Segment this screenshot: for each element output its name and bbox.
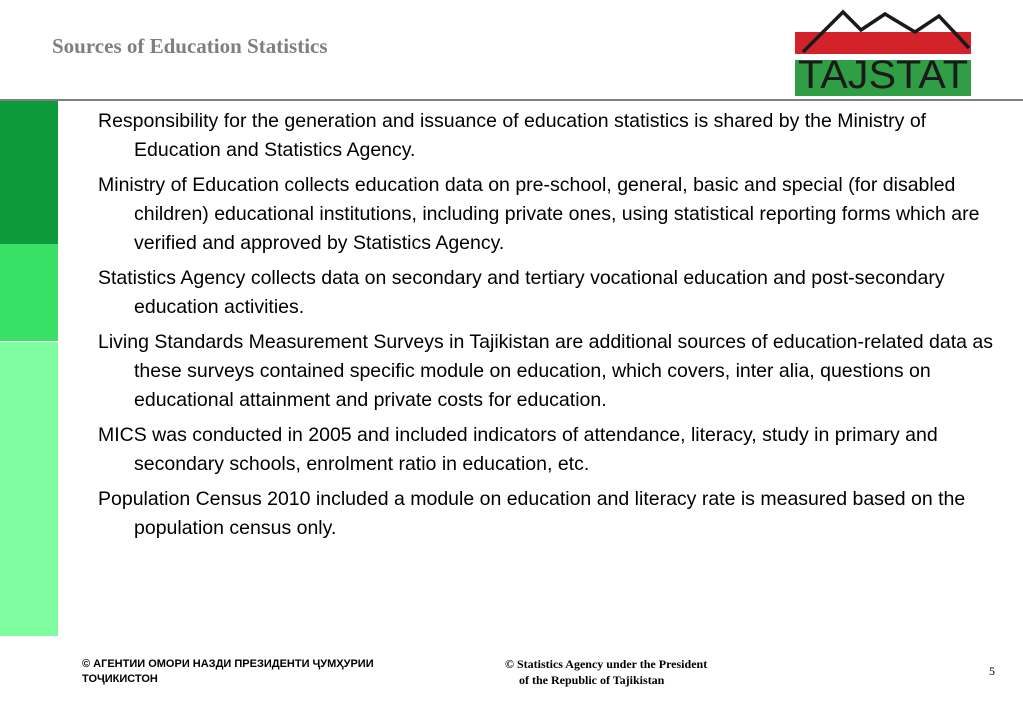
bullet-item: Living Standards Measurement Surveys in Tajikistan are additional sources of education-related data as these surveys contained specific module on education, which covers, inter alia, questions on educational attainment and private costs for education. (98, 331, 993, 411)
footer-center-copyright (505, 656, 707, 688)
bullet-item: Ministry of Education collects education data on pre-school, general, basic and special (for disabled children) educational institutions, including private ones, using statistical reporting forms which are verified and approved by Statistics Agency. (98, 174, 980, 254)
logo-text: TAJSTAT (798, 53, 968, 96)
bullet-item: Population Census 2010 included a module on education and literacy rate is measured based on the population census only. (98, 488, 966, 539)
slide-title: Sources of Education Statistics (52, 34, 328, 58)
footer-left-copyright: © АГЕНТИИ ОМОРИ НАЗДИ ПРЕЗИДЕНТИ ҶУМҲУРИИ ТОҶИКИСТОН (82, 658, 374, 685)
bullet-item: MICS was conducted in 2005 and included indicators of attendance, literacy, study in primary and secondary schools, enrolment ratio in education, etc. (98, 424, 938, 475)
tajstat-logo (795, 8, 971, 96)
bullet-item: Statistics Agency collects data on secondary and tertiary vocational education and post-secondary education activities. (98, 267, 945, 318)
sidebar-block-light (0, 342, 58, 636)
sidebar-block-mid (0, 244, 58, 342)
bullet-list (98, 107, 998, 549)
bullet-item: Responsibility for the generation and issuance of education statistics is shared by the Ministry of Education and Statistics Agency. (98, 110, 927, 161)
header-divider (0, 99, 1023, 101)
page-number: 5 (989, 664, 995, 678)
footer-center-line2: of the Republic of Tajikistan (519, 673, 665, 687)
footer-center-line1: © Statistics Agency under the President (505, 657, 708, 671)
sidebar-block-dark (0, 101, 58, 244)
